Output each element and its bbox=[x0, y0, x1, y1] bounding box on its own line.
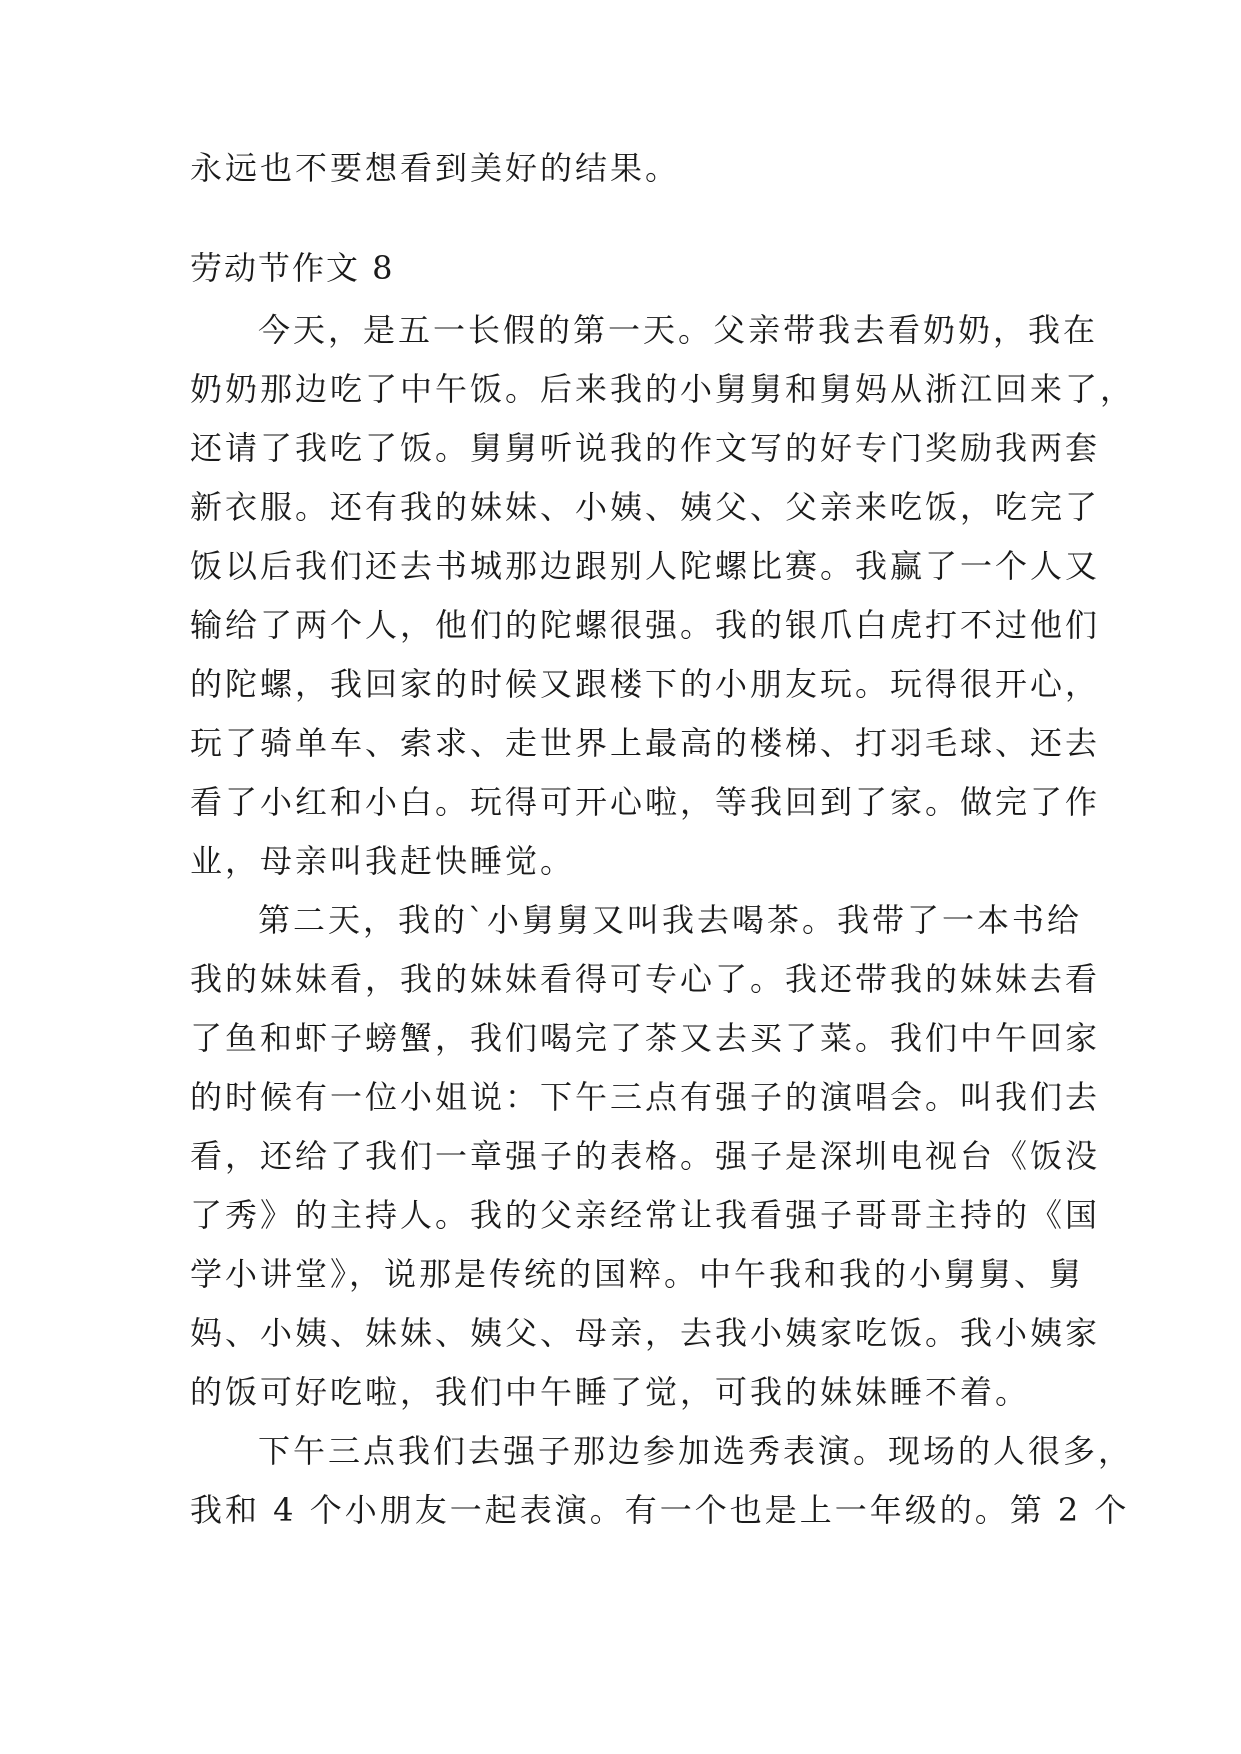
paragraph-line: 饭以后我们还去书城那边跟别人陀螺比赛。我赢了一个人又 bbox=[190, 547, 1101, 585]
paragraph-line: 还请了我吃了饭。舅舅听说我的作文写的好专门奖励我两套 bbox=[190, 429, 1101, 467]
paragraph-line: 业，母亲叫我赶快睡觉。 bbox=[190, 842, 576, 880]
paragraph-line: 看了小红和小白。玩得可开心啦，等我回到了家。做完了作 bbox=[190, 783, 1101, 821]
paragraph-line: 的陀螺，我回家的时候又跟楼下的小朋友玩。玩得很开心， bbox=[190, 665, 1101, 703]
paragraph-line: 了鱼和虾子螃蟹，我们喝完了茶又去买了菜。我们中午回家 bbox=[190, 1019, 1101, 1057]
section-heading: 劳动节作文 8 bbox=[190, 249, 395, 287]
paragraph-line: 第二天，我的`小舅舅又叫我去喝茶。我带了一本书给 bbox=[258, 901, 1083, 939]
paragraph-line: 新衣服。还有我的妹妹、小姨、姨父、父亲来吃饭，吃完了 bbox=[190, 488, 1101, 526]
paragraph-line: 看，还给了我们一章强子的表格。强子是深圳电视台《饭没 bbox=[190, 1137, 1101, 1175]
paragraph-line: 永远也不要想看到美好的结果。 bbox=[190, 149, 681, 187]
paragraph-line: 下午三点我们去强子那边参加选秀表演。现场的人很多， bbox=[258, 1432, 1134, 1470]
paragraph-line: 了秀》的主持人。我的父亲经常让我看强子哥哥主持的《国 bbox=[190, 1196, 1101, 1234]
paragraph-line: 的饭可好吃啦，我们中午睡了觉，可我的妹妹睡不着。 bbox=[190, 1373, 1031, 1411]
paragraph-line: 输给了两个人，他们的陀螺很强。我的银爪白虎打不过他们 bbox=[190, 606, 1101, 644]
paragraph-line: 玩了骑单车、索求、走世界上最高的楼梯、打羽毛球、还去 bbox=[190, 724, 1101, 762]
paragraph-line: 奶奶那边吃了中午饭。后来我的小舅舅和舅妈从浙江回来了， bbox=[190, 370, 1136, 408]
paragraph-line: 学小讲堂》，说那是传统的国粹。中午我和我的小舅舅、舅 bbox=[190, 1255, 1085, 1293]
paragraph-line: 我的妹妹看，我的妹妹看得可专心了。我还带我的妹妹去看 bbox=[190, 960, 1101, 998]
paragraph-line: 妈、小姨、妹妹、姨父、母亲，去我小姨家吃饭。我小姨家 bbox=[190, 1314, 1101, 1352]
paragraph-line: 今天，是五一长假的第一天。父亲带我去看奶奶，我在 bbox=[258, 311, 1099, 349]
paragraph-line: 的时候有一位小姐说：下午三点有强子的演唱会。叫我们去 bbox=[190, 1078, 1101, 1116]
paragraph-line: 我和 4 个小朋友一起表演。有一个也是上一年级的。第 2 个 bbox=[190, 1491, 1130, 1529]
